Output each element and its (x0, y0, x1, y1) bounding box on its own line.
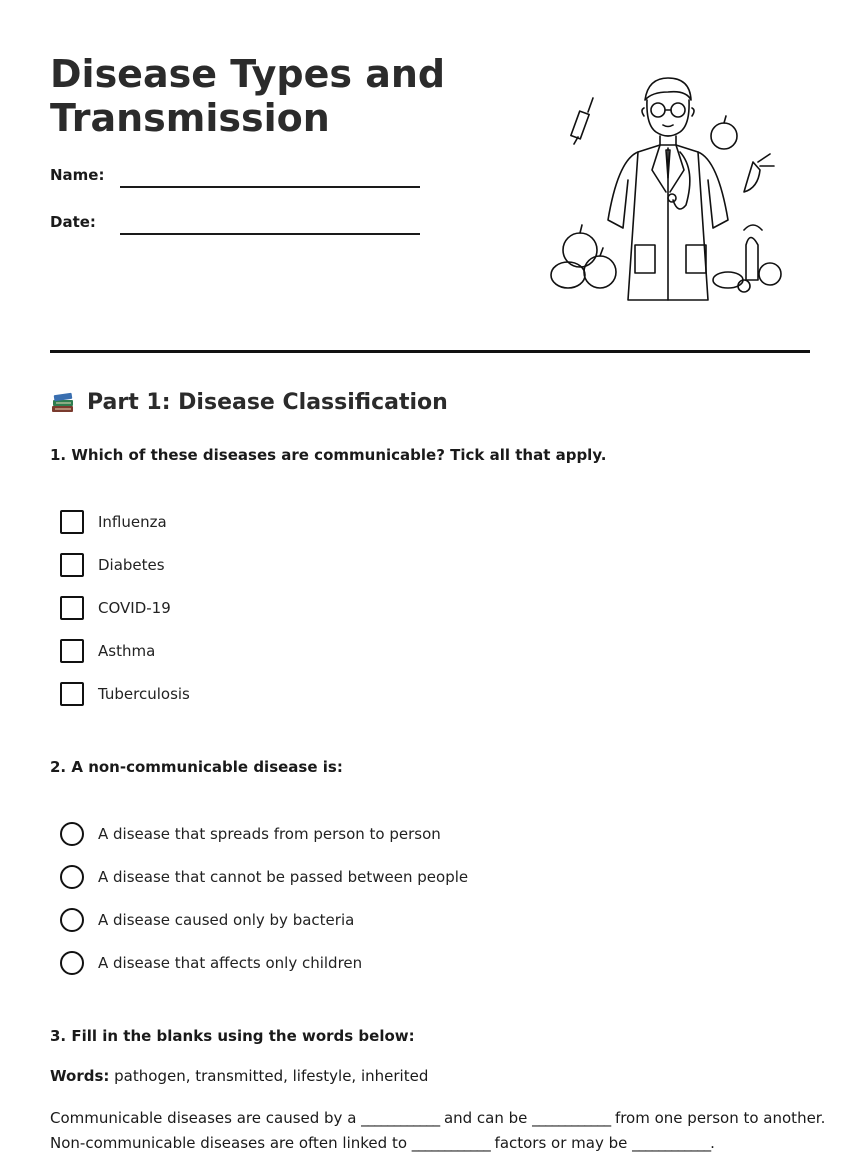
q1-option-asthma[interactable] (60, 638, 155, 664)
text: and can be (439, 1109, 533, 1127)
date-label: Date: (50, 213, 96, 231)
question-2: 2. A non-communicable disease is: (50, 758, 343, 776)
name-label: Name: (50, 166, 105, 184)
option-label: A disease that affects only children (98, 954, 363, 972)
checkbox[interactable] (60, 510, 84, 534)
radio-button[interactable] (60, 908, 84, 932)
question-1: 1. Which of these diseases are communicable? Tick all that apply. (50, 446, 607, 464)
radio-button[interactable] (60, 822, 84, 846)
option-label: A disease caused only by bacteria (98, 911, 355, 929)
q2-option-a[interactable] (60, 821, 441, 847)
radio-button[interactable] (60, 951, 84, 975)
blank-1[interactable]: ____________ (361, 1109, 440, 1127)
doctor-with-fruits-illustration (548, 70, 788, 305)
syringe-icon (571, 98, 593, 144)
title-line-1: Disease Types and (50, 52, 446, 96)
option-label: Diabetes (98, 556, 165, 574)
books-icon (50, 389, 76, 415)
section-title-text: Part 1: Disease Classification (87, 389, 448, 415)
option-label: Asthma (98, 642, 156, 660)
date-field[interactable] (120, 233, 420, 235)
checkbox[interactable] (60, 682, 84, 706)
fill-in-line-2 (50, 1134, 715, 1152)
blank-2[interactable]: ____________ (532, 1109, 611, 1127)
q1-option-diabetes[interactable] (60, 552, 165, 578)
q1-option-influenza[interactable] (60, 509, 167, 535)
page-title (50, 52, 470, 140)
text: . (710, 1134, 715, 1152)
q2-option-b[interactable] (60, 864, 468, 890)
option-label: Influenza (98, 513, 167, 531)
q1-option-covid19[interactable] (60, 595, 171, 621)
q2-option-d[interactable] (60, 950, 362, 976)
title-line-2: Transmission (50, 96, 330, 140)
text: from one person to another. (610, 1109, 826, 1127)
option-label: COVID-19 (98, 599, 171, 617)
q1-option-tuberculosis[interactable] (60, 681, 190, 707)
checkbox[interactable] (60, 639, 84, 663)
q2-option-c[interactable] (60, 907, 354, 933)
checkbox[interactable] (60, 553, 84, 577)
section-title (50, 389, 448, 415)
word-bank-words: pathogen, transmitted, lifestyle, inherited (109, 1067, 429, 1085)
text: Non-communicable diseases are often linked to (50, 1134, 412, 1152)
section-divider (50, 350, 810, 353)
fill-in-line-1 (50, 1109, 825, 1127)
option-label: A disease that cannot be passed between people (98, 868, 469, 886)
question-3: 3. Fill in the blanks using the words below: (50, 1027, 415, 1045)
blank-4[interactable]: ____________ (632, 1134, 711, 1152)
checkbox[interactable] (60, 596, 84, 620)
name-field[interactable] (120, 186, 420, 188)
blank-3[interactable]: ____________ (411, 1134, 490, 1152)
option-label: A disease that spreads from person to person (98, 825, 441, 843)
text: Communicable diseases are caused by a (50, 1109, 362, 1127)
word-bank-label: Words: (50, 1067, 110, 1085)
radio-button[interactable] (60, 865, 84, 889)
text: factors or may be (489, 1134, 633, 1152)
option-label: Tuberculosis (98, 685, 190, 703)
word-bank (50, 1067, 428, 1085)
